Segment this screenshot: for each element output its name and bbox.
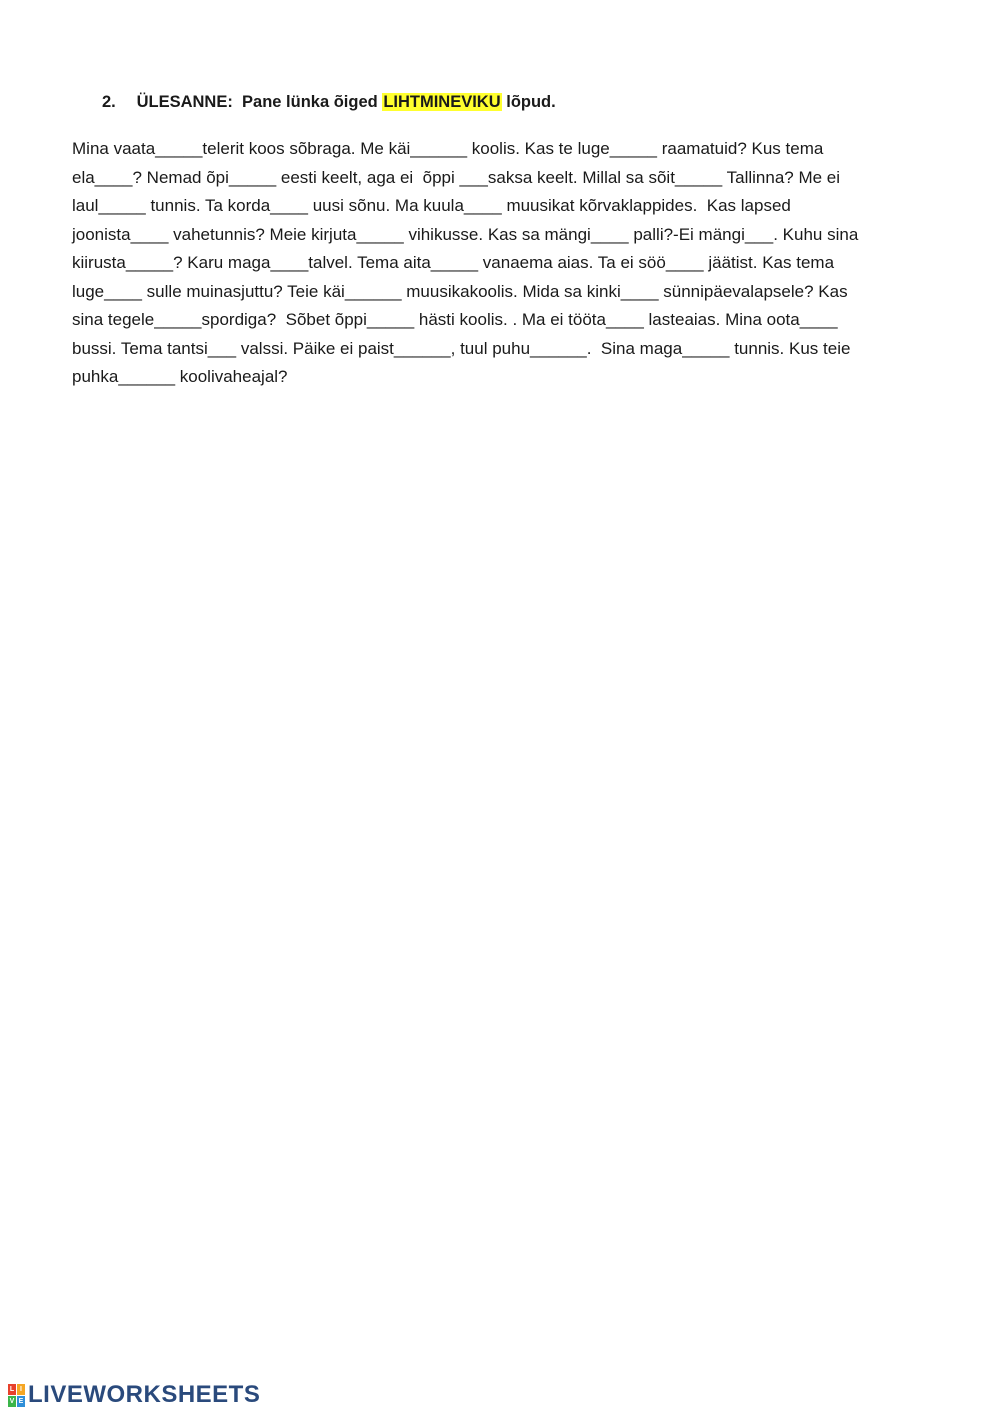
- task-number: 2.: [102, 93, 116, 111]
- task-instruction-prefix: ÜLESANNE: Pane lünka õiged: [136, 93, 383, 111]
- exercise-text: [72, 135, 858, 392]
- exercise-line: laul_____ tunnis. Ta korda____ uusi sõnu. Ma kuula____ muusikat kõrvaklappides. Kas lapsed: [72, 196, 791, 215]
- exercise-line: ela____? Nemad õpi_____ eesti keelt, aga ei õppi ___saksa keelt. Millal sa sõit_____ Tallinna? Me ei: [72, 167, 841, 187]
- logo-letter: E: [18, 1397, 24, 1405]
- exercise-line: luge____ sulle muinasjuttu? Teie käi______ muusikakoolis. Mida sa kinki____ sünnipäevalapsele? Kas: [72, 281, 848, 301]
- exercise-line: kiirusta_____? Karu maga____talvel. Tema aita_____ vanaema aias. Ta ei söö____ jäätist. Kas tema: [72, 253, 835, 272]
- exercise-line: Mina vaata_____telerit koos sõbraga. Me käi______ koolis. Kas te luge_____ raamatuid? Kus tema: [72, 139, 824, 158]
- exercise-line: joonista____ vahetunnis? Meie kirjuta_____ vihikusse. Kas sa mängi____ palli?-Ei mängi___. Kuhu sina: [72, 224, 859, 244]
- brand-name: LIVEWORKSHEETS: [28, 1381, 261, 1408]
- exercise-line: puhka______ koolivaheajal?: [72, 367, 288, 386]
- exercise-line: sina tegele_____spordiga? Sõbet õppi_____ hästi koolis. . Ma ei tööta____ lasteaias. Mina oota____: [72, 310, 838, 329]
- logo-icon: [8, 1384, 25, 1407]
- highlighted-keyword: LIHTMINEVIKU: [383, 93, 501, 111]
- exercise-line: bussi. Tema tantsi___ valssi. Päike ei paist______, tuul puhu______. Sina maga_____ tunnis. Kus teie: [72, 338, 851, 358]
- logo-letter: L: [9, 1385, 15, 1393]
- logo-letter: V: [9, 1397, 15, 1405]
- task-instruction-suffix: lõpud.: [501, 93, 556, 111]
- liveworksheets-logo[interactable]: [8, 1381, 260, 1409]
- logo-letter: I: [17, 1384, 25, 1395]
- task-heading: [102, 90, 556, 114]
